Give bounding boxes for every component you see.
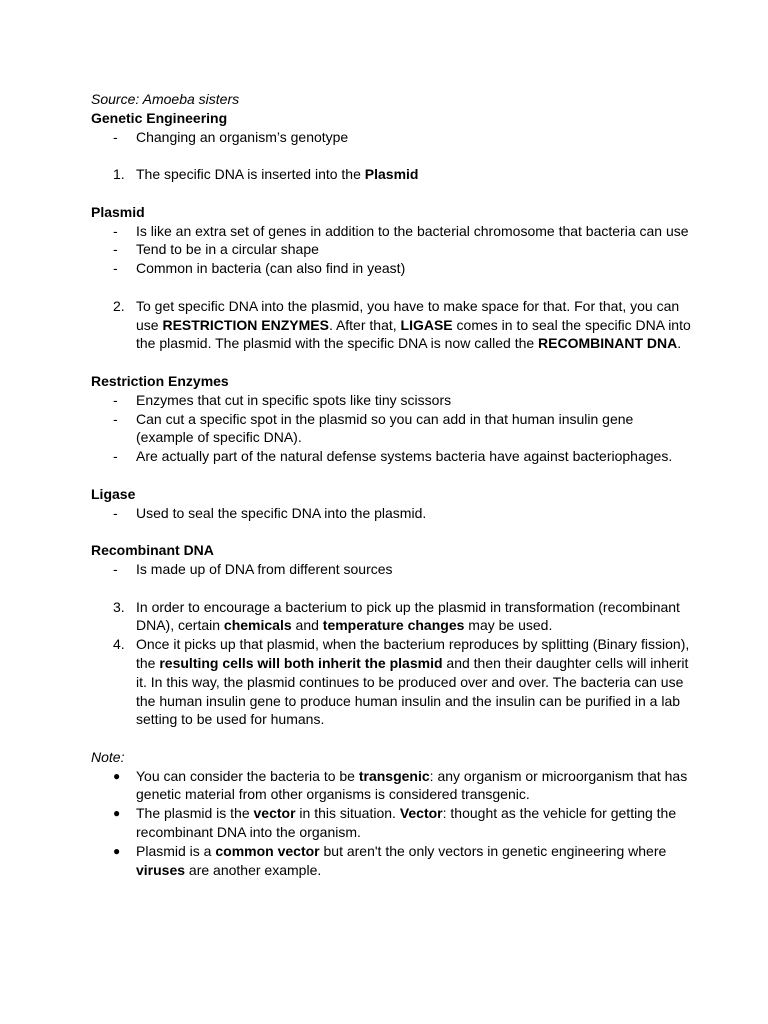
list-item: - Is like an extra set of genes in addition to the bacterial chromosome that bacteria can use: [113, 222, 689, 239]
list-item: - Can cut a specific spot in the plasmid so you can add in that human insulin gene (example of specific DNA).: [113, 410, 634, 446]
bullet-marker: ●: [113, 768, 121, 783]
source-line: Source: Amoeba sisters: [91, 91, 240, 107]
bullet-marker: ●: [113, 843, 121, 858]
numbered-step-4: 4. Once it picks up that plasmid, when the bacterium reproduces by splitting (Binary fission), the resulting cells will both inherit the plasmid and then their daughter cells will inherit it. In this way, the plasmid continues to be produced over and over. The bacteria can use the human insulin gene to produce human insulin and the insulin can be purified in a lab setting to be used for humans.: [113, 636, 690, 728]
bullet-marker: ●: [113, 806, 121, 821]
list-item: - Is made up of DNA from different sources: [113, 560, 393, 577]
dash-marker: -: [113, 504, 118, 521]
heading-plasmid: Plasmid: [91, 203, 145, 220]
heading-restriction-enzymes: Restriction Enzymes: [91, 372, 229, 389]
dash-marker: -: [113, 448, 118, 465]
dash-marker: -: [113, 260, 118, 277]
list-item: - Are actually part of the natural defense systems bacteria have against bacteriophages.: [113, 448, 673, 465]
list-item: - Common in bacteria (can also find in yeast): [113, 260, 406, 277]
heading-ligase: Ligase: [91, 485, 136, 502]
note-bullet-2: ● The plasmid is the vector in this situation. Vector: thought as the vehicle for getting the recombinant DNA into the organism.: [113, 805, 677, 841]
list-item: - Changing an organism’s genotype: [113, 128, 349, 145]
dash-marker: -: [113, 560, 118, 577]
list-item: - Tend to be in a circular shape: [113, 241, 319, 258]
numbered-step-2: 2. To get specific DNA into the plasmid, you have to make space for that. For that, you can use RESTRICTION ENZYMES. After that, LIGASE comes in to seal the specific DNA into the plasmid. The plasmid with the specific DNA is now called the RECOMBINANT DNA.: [113, 297, 691, 352]
document-body: [91, 90, 691, 879]
dash-marker: -: [113, 391, 118, 408]
list-item: - Used to seal the specific DNA into the plasmid.: [113, 504, 427, 521]
numbered-step-3: 3. In order to encourage a bacterium to pick up the plasmid in transformation (recombinant DNA), certain chemicals and temperature changes may be used.: [113, 598, 680, 634]
note-label: Note:: [91, 748, 125, 765]
note-bullet-1: ● You can consider the bacteria to be transgenic: any organism or microorganism that has genetic material from other organisms is considered transgenic.: [113, 767, 688, 803]
dash-marker: -: [113, 241, 118, 258]
numbered-step-1: 1. The specific DNA is inserted into the Plasmid: [113, 166, 419, 183]
heading-genetic-engineering: Genetic Engineering: [91, 109, 228, 126]
note-bullet-3: ● Plasmid is a common vector but aren't the only vectors in genetic engineering where viruses are another example.: [113, 842, 667, 878]
dash-marker: -: [113, 222, 118, 239]
dash-marker: -: [113, 128, 118, 145]
list-item: - Enzymes that cut in specific spots like tiny scissors: [113, 391, 452, 408]
heading-recombinant-dna: Recombinant DNA: [91, 542, 214, 559]
dash-marker: -: [113, 410, 118, 427]
